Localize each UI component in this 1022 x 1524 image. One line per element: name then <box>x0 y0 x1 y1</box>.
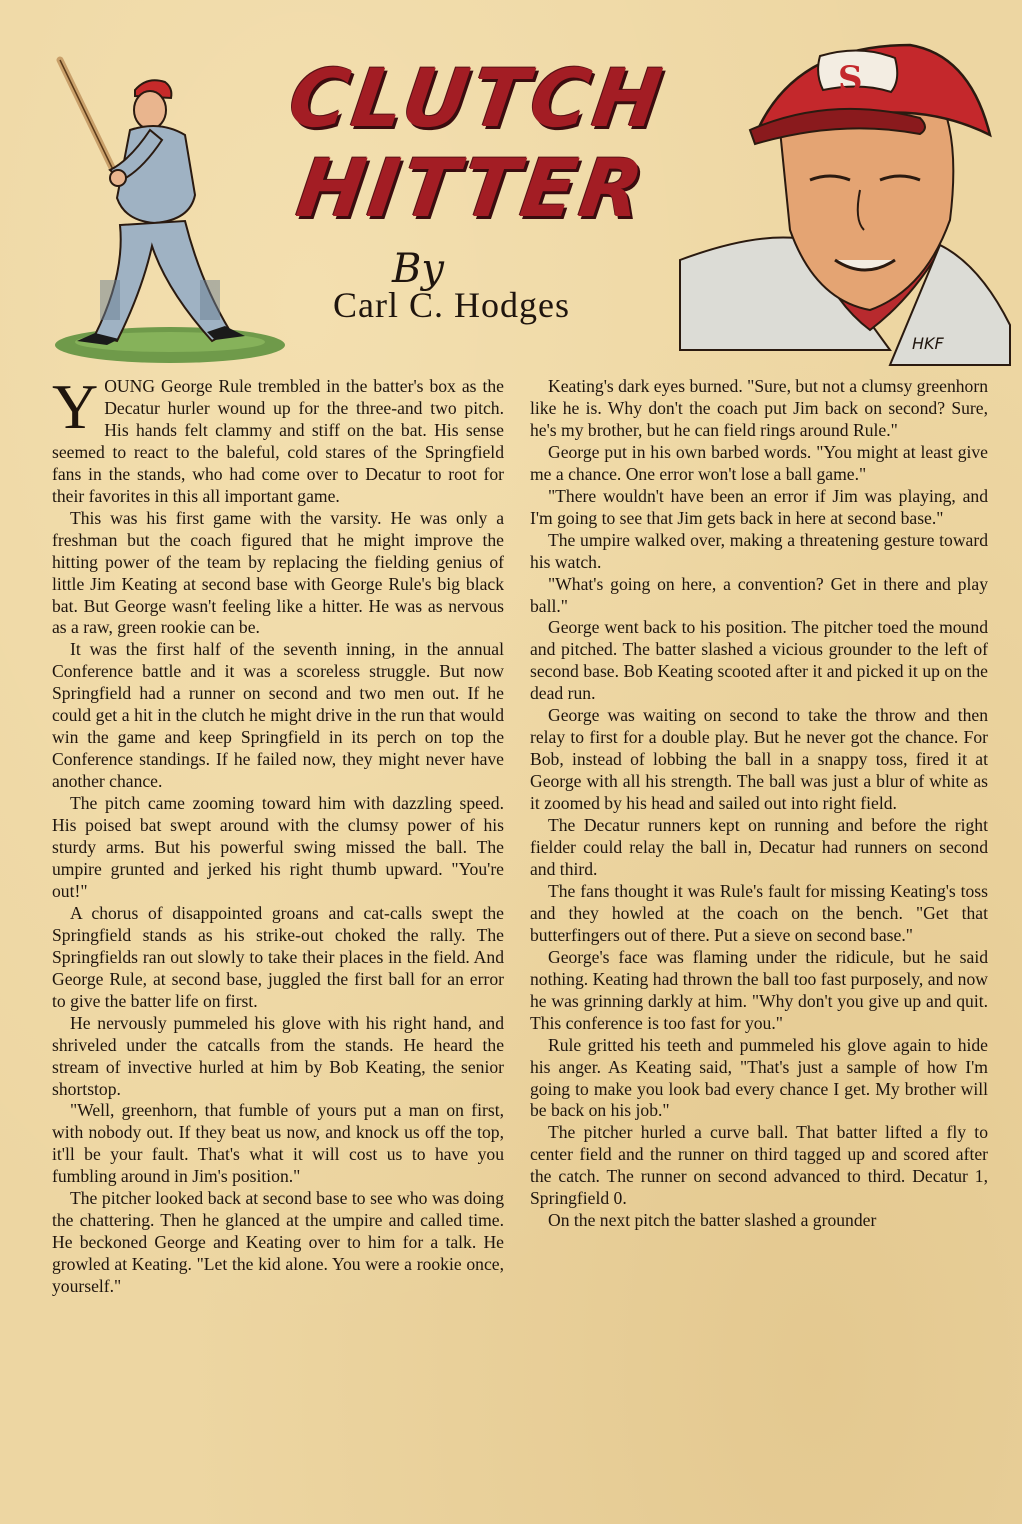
paragraph: The fans thought it was Rule's fault for missing Keating's toss and they howled at the coach on the bench. "Get that butterfingers out of there. Put a sieve on second base." <box>530 880 988 945</box>
paragraph: George went back to his position. The pitcher toed the mound and pitched. The batter slashed a vicious grounder to the left of second base. Bob Keating scooted after it and picked it up on the dead run. <box>530 617 988 704</box>
story-column-left <box>52 371 504 1298</box>
paragraph: Rule gritted his teeth and pummeled his glove again to hide his anger. As Keating said, "That's just a sample of how I'm going to make you look bad every chance I get. My brother will be back on his job." <box>530 1034 988 1121</box>
paragraph: The pitch came zooming toward him with dazzling speed. His poised bat swept around with the clumsy power of his sturdy arms. But his powerful swing missed the ball. The umpire grunted and jerked his right thumb upward. "You're out!" <box>52 793 504 901</box>
paragraph: This was his first game with the varsity. He was only a freshman but the coach figured that he might improve the hitting power of the team by replacing the fielding genius of little Jim Keating at second base with George Rule's big black bat. But George wasn't feeling like a hitter. He was as nervous as a raw, green rookie can be. <box>52 507 504 638</box>
paragraph: A chorus of disappointed groans and cat-calls swept the Springfield stands as his strike-out choked the rally. The Springfields ran out slowly to take their places in the field. And George Rule, at second base, juggled the first ball for an error to give the batter life on first. <box>52 902 504 1011</box>
paragraph: The pitcher hurled a curve ball. That batter lifted a fly to center field and the runner on third tagged up and scored after the catch. The runner on second advanced to third. Decatur 1, Springfield 0. <box>530 1122 988 1209</box>
title-clutch: CLUTCH <box>283 52 672 145</box>
paragraph-text: OUNG George Rule trembled in the batter's box as the Decatur hurler wound up for the three-and two pitch. His hands felt clammy and stiff on the bat. His sense seemed to react to the baleful, cold stares of the Springfield fans in the stands, who had come over to Decatur to root for their favorites in this all important game. <box>52 376 504 506</box>
paragraph: "Well, greenhorn, that fumble of yours put a man on first, with nobody out. If they beat us now, and knock us off the top, it'll be your fault. That's what it will cost us to have you fumbling around in Jim's position." <box>52 1100 504 1187</box>
paragraph: The pitcher looked back at second base to see who was doing the chattering. Then he glanced at the umpire and called time. He beckoned George and Keating over to him for a talk. He growled at Keating. "Let the kid alone. You were a rookie once, yourself." <box>52 1188 504 1297</box>
paragraph: He nervously pummeled his glove with his right hand, and shriveled under the catcalls from the stands. He heard the stream of invective hurled at him by Bob Keating, the senior shortstop. <box>52 1012 504 1099</box>
artist-signature: HKF <box>912 334 944 353</box>
player-portrait-illustration <box>660 30 1020 370</box>
paragraph: The Decatur runners kept on running and before the right fielder could relay the ball in, Decatur had runners on second and third. <box>530 815 988 879</box>
paragraph: "What's going on here, a convention? Get in there and play ball." <box>530 573 988 616</box>
drop-cap: Y <box>52 371 99 442</box>
paragraph: On the next pitch the batter slashed a grounder <box>548 1210 877 1231</box>
story-column-right <box>530 376 988 1232</box>
paragraph <box>52 371 504 508</box>
paragraph: Keating's dark eyes burned. "Sure, but not a clumsy greenhorn like he is. Why don't the coach put Jim back on second? Sure, he's my brother, but he can field rings around Rule." <box>530 376 988 440</box>
svg-text:S: S <box>838 59 863 99</box>
title-hitter: HITTER <box>291 142 653 235</box>
paragraph: The umpire walked over, making a threatening gesture toward his watch. <box>530 529 988 572</box>
byline-by: By <box>392 246 444 292</box>
paragraph: George put in his own barbed words. "You might at least give me a chance. One error won't lose a ball game." <box>530 441 988 484</box>
paragraph: George's face was flaming under the ridicule, but he said nothing. Keating had thrown the ball too fast purposely, and now he was grinning darkly at him. "Why don't you give up and quit. This conference is too fast for you." <box>530 946 988 1033</box>
byline-author: Carl C. Hodges <box>333 285 570 325</box>
paragraph: "There wouldn't have been an error if Jim was playing, and I'm going to see that Jim gets back in here at second base." <box>530 485 988 528</box>
paragraph: It was the first half of the seventh inning, in the annual Conference battle and it was a scoreless struggle. But now Springfield had a runner on second and two men out. If he could get a hit in the clutch he might drive in the run that would win the game and keep Springfield in its perch on top the Conference standings. If he failed now, they might never have another chance. <box>52 639 504 792</box>
batter-illustration <box>40 50 290 370</box>
paragraph: George was waiting on second to take the throw and then relay to first for a double play. But he never got the chance. For Bob, instead of lobbing the ball in a snappy toss, fired it at George with all his strength. The ball was just a blur of white as it zoomed by his head and sailed out into right field. <box>530 705 988 814</box>
